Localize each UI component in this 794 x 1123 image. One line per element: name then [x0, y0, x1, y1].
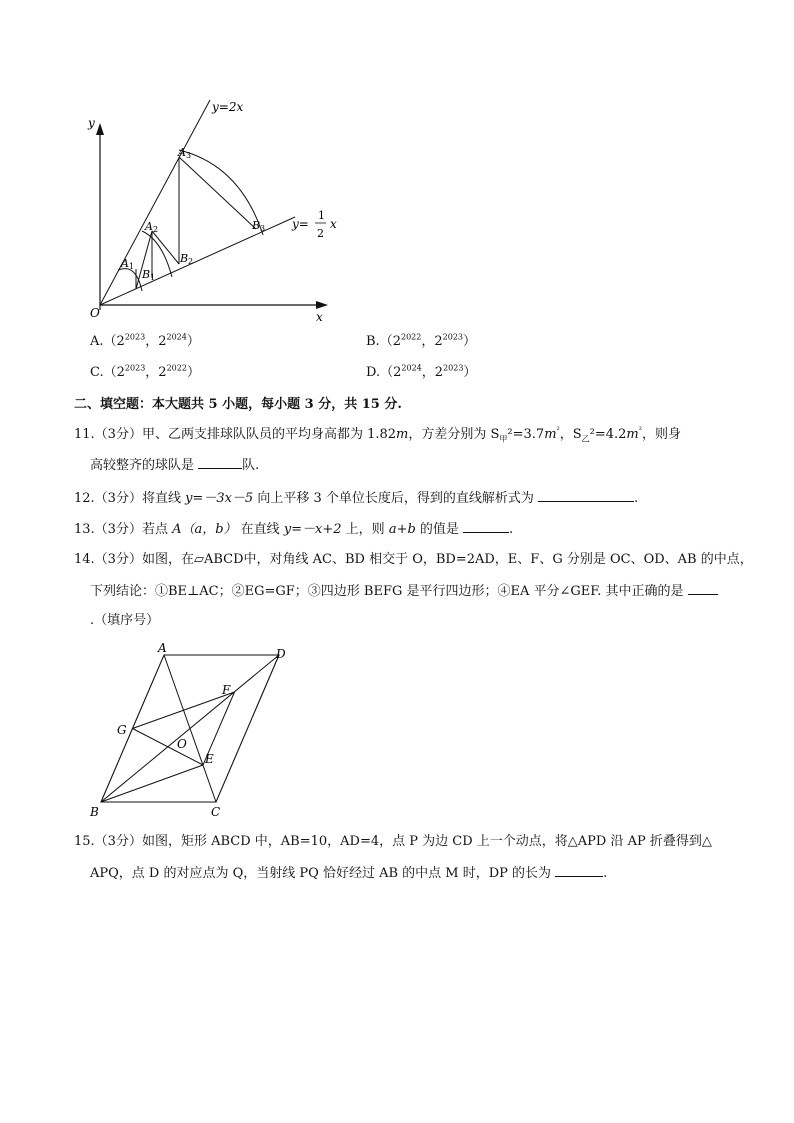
q11-answer-blank[interactable] — [198, 456, 242, 469]
label-b3-sub: 3 — [260, 224, 266, 233]
section-title: 二、填空题：本大题共 5 小题，每小题 3 分，共 15 分. — [74, 397, 402, 412]
label-a2-sub: 2 — [153, 225, 159, 234]
question-15-line2 — [90, 864, 607, 883]
q11-end: ，则身 — [641, 427, 681, 442]
question-14-line2 — [90, 582, 718, 601]
question-14-line1: 14.（3分）如图，在▱ABCD中，对角线 AC、BD 相交于 O，BD=2AD，E、F、G 分别是 OC、OD、AB 的中点， — [74, 552, 753, 567]
q14-line2-text: 下列结论：①BE⊥AC；②EG=GF；③四边形 BEFG 是平行四边形；④EA 平分∠GEF. 其中正确的是 — [90, 584, 688, 599]
q13-expr: a+b — [388, 522, 416, 537]
q13-eq: y=－x+2 — [283, 522, 342, 537]
q11-line2-b: 队. — [242, 458, 260, 473]
label-f: F — [222, 683, 231, 697]
q15-answer-blank[interactable] — [555, 864, 603, 877]
label-e: E — [205, 752, 214, 766]
q12-c: . — [634, 491, 639, 506]
question-13 — [74, 520, 513, 539]
choice-a-base2: 2 — [158, 334, 167, 349]
q11-mid: ，方差分别为 S — [408, 427, 500, 442]
q11-unit3: m — [626, 427, 639, 442]
q15-line2-end: . — [603, 866, 608, 881]
label-b2-sub: 2 — [188, 257, 194, 266]
label-a3-sub: 3 — [186, 151, 192, 160]
choice-d-base2: 2 — [434, 365, 444, 380]
x-axis-arrow — [316, 301, 328, 309]
segment-gf — [133, 692, 235, 729]
label-line-half-den: 2 — [317, 227, 324, 240]
label-a1: A — [121, 257, 129, 270]
choice-d-base1: 2 — [393, 365, 402, 380]
q11-v1: ²=3.7 — [507, 427, 545, 442]
segment-be — [101, 765, 203, 802]
label-o: O — [177, 737, 187, 751]
choice-b-base1: 2 — [392, 334, 401, 349]
q12-answer-blank[interactable] — [538, 489, 634, 502]
choice-b[interactable]: $B.(2^{2022}$，$2^{2023}$） — [366, 332, 477, 349]
q11-comma: ，S — [559, 427, 582, 442]
q13-c: 上，则 — [341, 522, 389, 537]
choice-d-exp1: 2024 — [401, 363, 422, 373]
q11-sq2: ² — [638, 425, 642, 435]
choice-d-exp2: 2023 — [443, 363, 464, 373]
q11-prefix: 11.（3分）甲、乙两支排球队队员的平均身高都为 1.82 — [74, 427, 397, 442]
arc-3 — [179, 150, 266, 235]
q12-a: 12.（3分）将直线 — [74, 491, 186, 506]
q14-answer-blank[interactable] — [688, 582, 718, 595]
q12-b: 向上平移 3 个单位长度后，得到的直线解析式为 — [253, 491, 539, 506]
label-a3: A — [178, 146, 186, 159]
label-b3: B — [252, 219, 261, 232]
choice-b-exp1: 2022 — [400, 332, 422, 342]
label-b: B — [90, 805, 99, 819]
q11-v2: ²=4.2 — [589, 427, 627, 442]
choice-a-exp2: 2024 — [166, 332, 187, 342]
label-line-half-num: 1 — [318, 209, 325, 222]
q15-line2-text: APQ，点 D 的对应点为 Q，当射线 PQ 恰好经过 AB 的中点 M 时，DP 的长为 — [90, 866, 556, 881]
q13-e: . — [509, 522, 514, 537]
q11-unit2: m — [544, 427, 557, 442]
question-15-line1: 15.（3分）如图，矩形 ABCD 中，AB=10，AD=4，点 P 为边 CD 上一个动点，将△APD 沿 AP 折叠得到△ — [74, 834, 712, 849]
q11-sub-b: 乙 — [581, 434, 590, 444]
label-a: A — [158, 641, 167, 655]
line-y-half-x — [100, 217, 295, 305]
choice-d[interactable]: $D.(2^{2024}$，$2^{2023}$） — [366, 363, 477, 380]
choice-b-base2: 2 — [434, 334, 443, 349]
choice-a-exp1: 2023 — [124, 332, 146, 342]
choice-c-base2: 2 — [158, 365, 167, 380]
label-b1: B — [142, 268, 151, 281]
question-11-line1 — [74, 426, 681, 444]
question-12 — [74, 489, 638, 508]
q13-a: 13.（3分）若点 — [74, 522, 173, 537]
q13-d: 的值是 — [415, 522, 464, 537]
choice-a-base1: 2 — [116, 334, 125, 349]
label-b1-sub: 1 — [150, 273, 156, 282]
choice-a[interactable]: $A.(2^{2023}$，$2^{2024}$） — [90, 332, 200, 349]
choice-c-exp2: 2022 — [166, 363, 187, 373]
label-origin: O — [90, 306, 100, 320]
choice-c-base1: 2 — [116, 365, 125, 380]
figure-spiral-points — [80, 95, 350, 325]
label-line-2x: y=2x — [212, 100, 244, 114]
label-a1-sub: 1 — [129, 262, 135, 271]
choice-a-letter: A. — [90, 334, 104, 349]
q11-sub-a: 甲 — [499, 434, 508, 444]
q11-line2-a: 高较整齐的球队是 — [90, 458, 199, 473]
label-x-axis: x — [316, 310, 323, 324]
question-11-line2 — [90, 456, 259, 475]
y-axis-arrow — [96, 123, 104, 135]
label-b2: B — [180, 252, 189, 265]
label-line-half-var: x — [330, 217, 337, 231]
q11-sq1: ² — [556, 425, 560, 435]
choice-b-exp2: 2023 — [442, 332, 463, 342]
label-y-axis: y — [88, 116, 95, 130]
choice-b-letter: B. — [366, 334, 380, 349]
q13-b: 在直线 — [236, 522, 284, 537]
choice-c-letter: C. — [90, 365, 104, 380]
diagonal-bd — [101, 655, 279, 802]
label-d: D — [276, 647, 286, 661]
question-14-line3: .（填序号） — [90, 613, 160, 628]
q13-answer-blank[interactable] — [463, 520, 509, 533]
label-c: C — [211, 805, 221, 819]
q13-pt: A（a，b） — [172, 522, 237, 537]
label-a2: A — [145, 220, 153, 233]
choice-c-exp1: 2023 — [124, 363, 146, 373]
figure-parallelogram — [86, 640, 296, 820]
choice-c[interactable]: $C.(2^{2023}$，$2^{2022}$） — [90, 363, 200, 380]
label-line-half-prefix: y= — [292, 217, 309, 231]
choice-d-letter: D. — [366, 365, 381, 380]
label-g: G — [117, 723, 127, 737]
q11-unit1: m — [396, 427, 409, 442]
q12-eq: y=－3x－5 — [185, 491, 254, 506]
